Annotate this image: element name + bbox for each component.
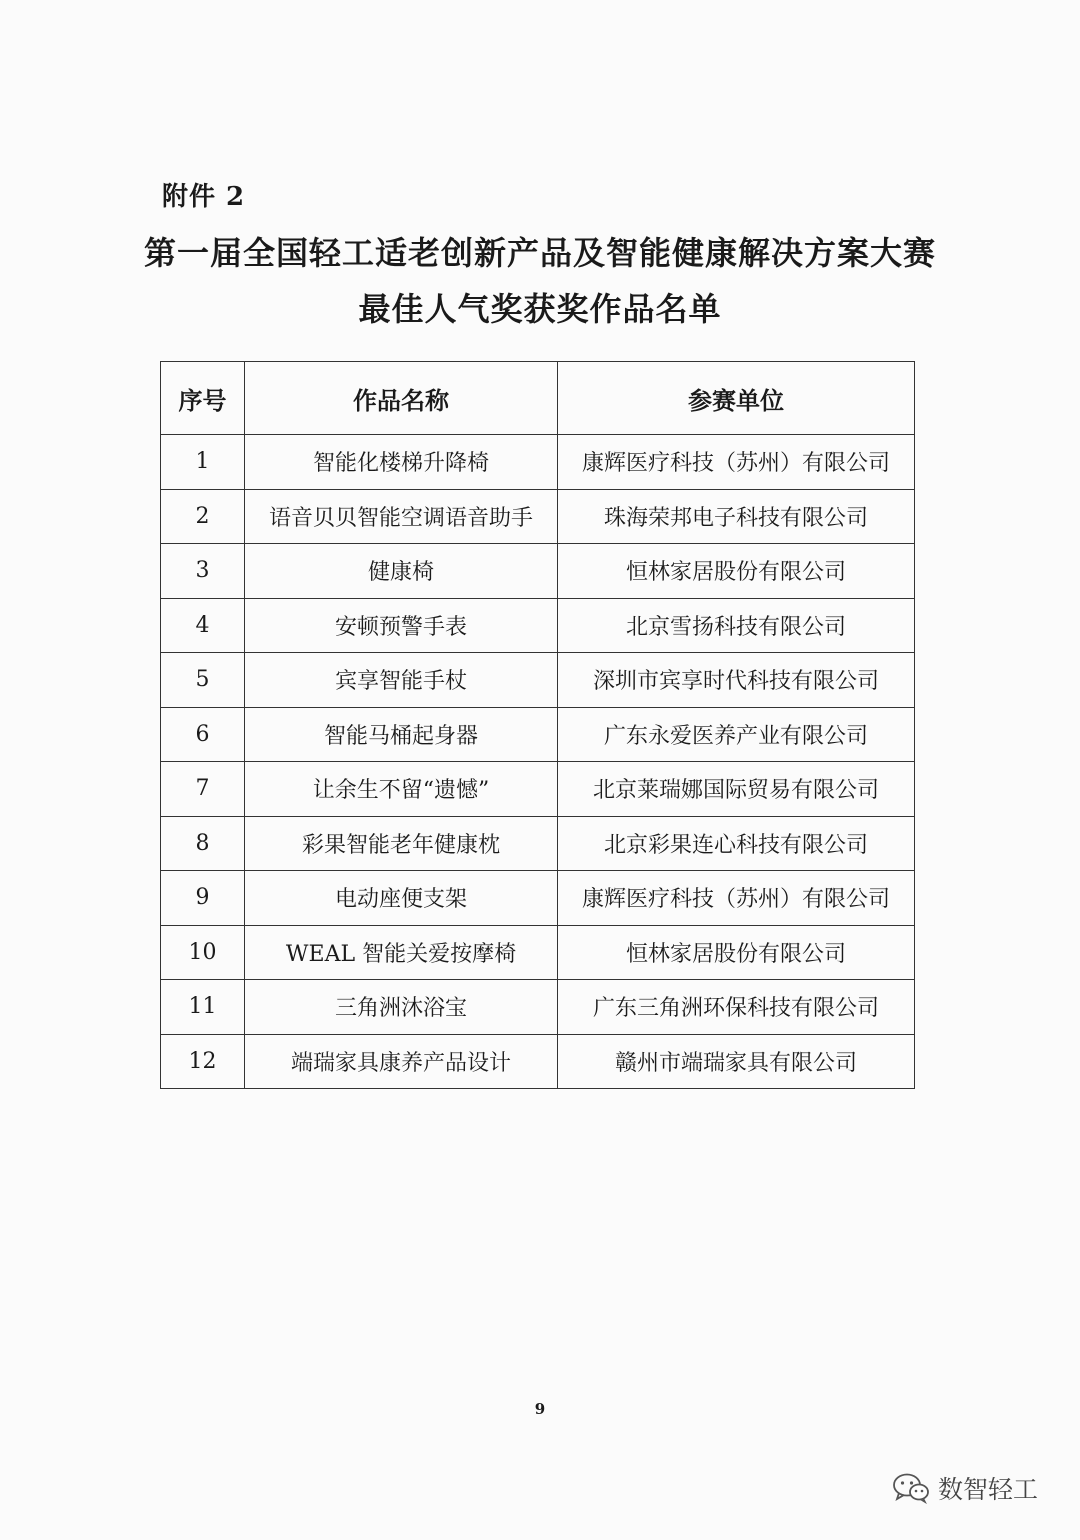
cell-entrant: 康辉医疗科技（苏州）有限公司 [558,435,915,490]
column-header-work-name: 作品名称 [245,362,558,435]
cell-entrant: 康辉医疗科技（苏州）有限公司 [558,871,915,926]
award-table [160,361,915,1089]
table-row [161,925,915,980]
cell-work-name: 智能马桶起身器 [245,707,558,762]
table-row [161,816,915,871]
cell-entrant: 深圳市宾享时代科技有限公司 [558,653,915,708]
column-header-index: 序号 [161,362,245,435]
cell-work-name: 彩果智能老年健康枕 [245,816,558,871]
cell-index: 2 [161,489,245,544]
page-number: 9 [534,1400,546,1418]
cell-entrant: 赣州市端瑞家具有限公司 [558,1034,915,1089]
cell-index: 11 [161,980,245,1035]
cell-work-name: 安顿预警手表 [245,598,558,653]
table-row [161,598,915,653]
document-subtitle: 最佳人气奖获奖作品名单 [358,290,722,328]
cell-work-name: 智能化楼梯升降椅 [245,435,558,490]
table-row [161,544,915,599]
watermark [892,1470,1038,1506]
wechat-icon [892,1472,930,1504]
cell-work-name: WEAL 智能关爱按摩椅 [245,925,558,980]
cell-index: 6 [161,707,245,762]
cell-entrant: 北京彩果连心科技有限公司 [558,816,915,871]
cell-entrant: 北京雪扬科技有限公司 [558,598,915,653]
cell-entrant: 广东永爱医养产业有限公司 [558,707,915,762]
cell-entrant: 广东三角洲环保科技有限公司 [558,980,915,1035]
cell-work-name: 三角洲沐浴宝 [245,980,558,1035]
cell-index: 12 [161,1034,245,1089]
cell-entrant: 北京莱瑞娜国际贸易有限公司 [558,762,915,817]
table-row [161,980,915,1035]
cell-work-name: 宾享智能手杖 [245,653,558,708]
cell-index: 7 [161,762,245,817]
cell-entrant: 珠海荣邦电子科技有限公司 [558,489,915,544]
cell-index: 3 [161,544,245,599]
cell-index: 8 [161,816,245,871]
table-row [161,489,915,544]
cell-index: 1 [161,435,245,490]
table-row [161,1034,915,1089]
cell-index: 5 [161,653,245,708]
cell-index: 4 [161,598,245,653]
table-row [161,871,915,926]
document-title: 第一届全国轻工适老创新产品及智能健康解决方案大赛 [143,234,936,272]
watermark-text: 数智轻工 [938,1475,1039,1504]
attachment-label: 附件 2 [162,182,246,212]
table-row [161,762,915,817]
table-row [161,653,915,708]
table-row [161,435,915,490]
cell-index: 10 [161,925,245,980]
cell-index: 9 [161,871,245,926]
cell-work-name: 端瑞家具康养产品设计 [245,1034,558,1089]
cell-entrant: 恒林家居股份有限公司 [558,925,915,980]
cell-work-name: 电动座便支架 [245,871,558,926]
cell-work-name: 语音贝贝智能空调语音助手 [245,489,558,544]
column-header-entrant: 参赛单位 [558,362,915,435]
cell-entrant: 恒林家居股份有限公司 [558,544,915,599]
table-row [161,707,915,762]
cell-work-name: 让余生不留“遗憾” [245,762,558,817]
table-header-row [161,362,915,435]
cell-work-name: 健康椅 [245,544,558,599]
